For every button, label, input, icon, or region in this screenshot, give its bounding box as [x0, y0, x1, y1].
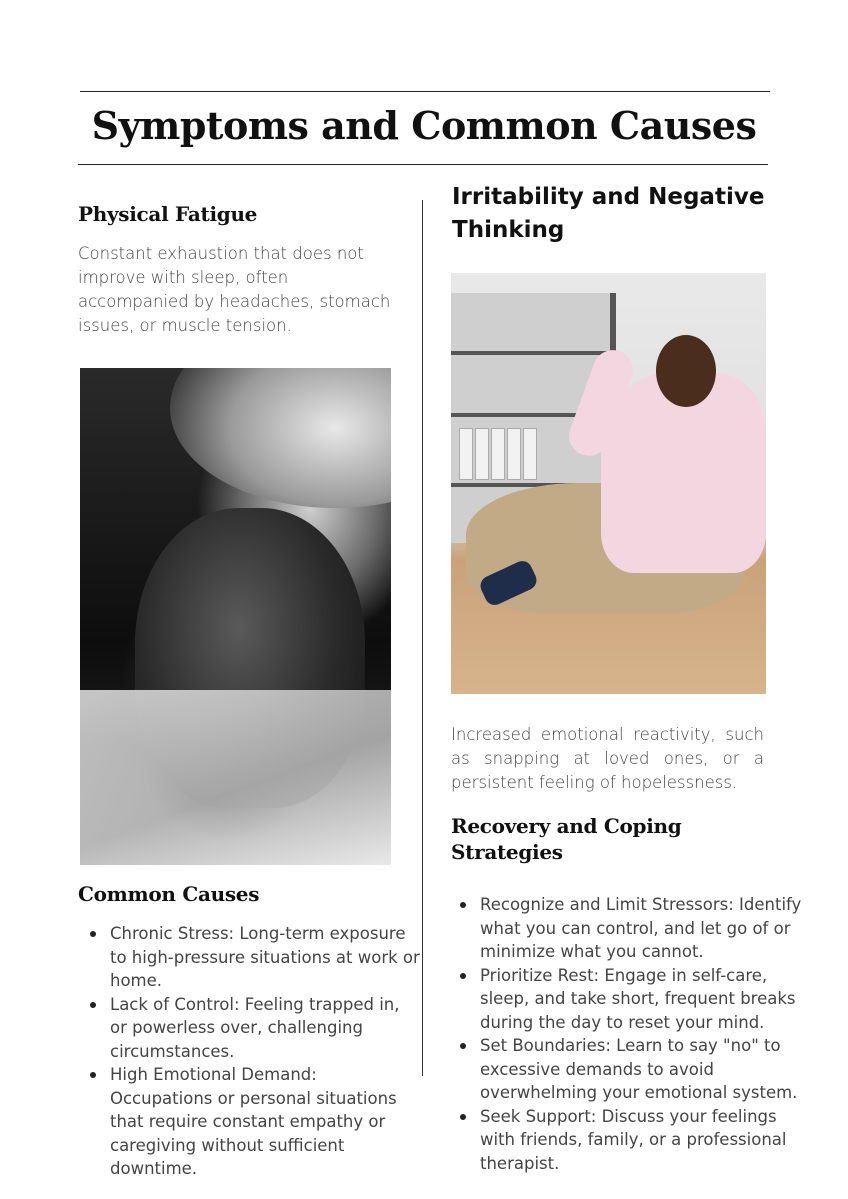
title-underline-rule: [78, 164, 768, 165]
list-item: High Emotional Demand: Occupations or personal situations that require constant empathy or caregiving without sufficient downtime.: [80, 1063, 420, 1181]
physical-fatigue-text: Constant exhaustion that does not improve with sleep, often accompanied by headaches, stomach issues, or muscle tension.: [78, 244, 391, 335]
strategies-list: [450, 893, 812, 1175]
list-item: Set Boundaries: Learn to say "no" to excessive demands to avoid overwhelming your emotional system.: [450, 1034, 812, 1105]
stressed-man-photo: [451, 273, 766, 694]
irritability-text: Increased emotional reactivity, such as snapping at loved ones, or a persistent feeling of hopelessness.: [451, 725, 764, 792]
list-item: Seek Support: Discuss your feelings with friends, family, or a professional therapist.: [450, 1105, 812, 1176]
irritability-heading: Irritability and Negative Thinking: [452, 184, 765, 243]
hat-shape: [170, 368, 391, 508]
common-causes-list: [80, 922, 420, 1181]
list-item: Recognize and Limit Stressors: Identify what you can control, and let go of or minimize what you cannot.: [450, 893, 812, 964]
common-causes-heading: Common Causes: [78, 882, 260, 906]
recovery-heading: Recovery and Coping Strategies: [451, 814, 682, 864]
list-item: Lack of Control: Feeling trapped in, or powerless over, challenging circumstances.: [80, 993, 420, 1064]
page-title: Symptoms and Common Causes: [91, 103, 757, 148]
list-item: Prioritize Rest: Engage in self-care, sleep, and take short, frequent breaks during the day to reset your mind.: [450, 964, 812, 1035]
column-divider: [422, 200, 423, 1076]
head-shape: [656, 335, 716, 407]
shirt-shape: [80, 690, 391, 865]
fatigued-woman-photo: [80, 368, 391, 865]
top-rule: [80, 91, 770, 92]
list-item: Chronic Stress: Long-term exposure to high-pressure situations at work or home.: [80, 922, 420, 993]
physical-fatigue-heading: Physical Fatigue: [78, 202, 258, 226]
